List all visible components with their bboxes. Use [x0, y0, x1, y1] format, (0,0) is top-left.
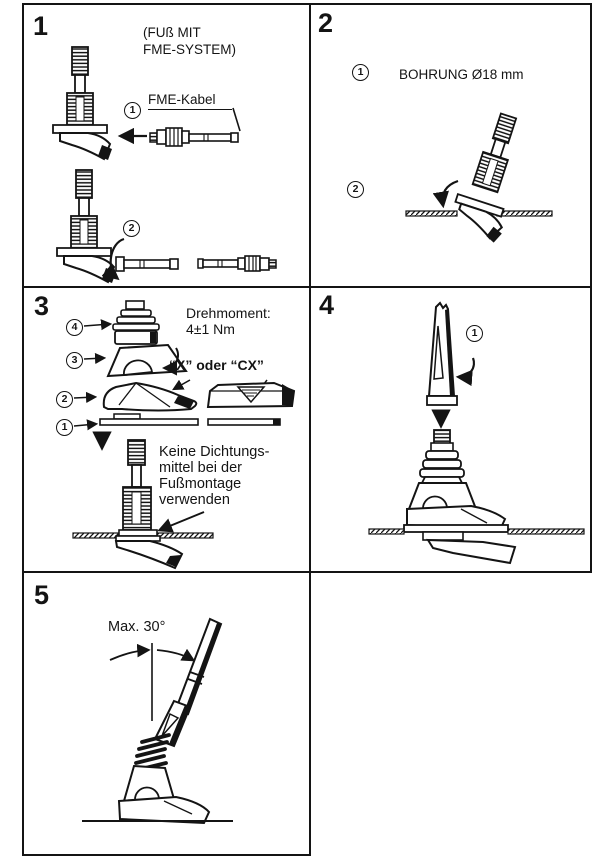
- antenna-base-on-ground: [119, 766, 209, 823]
- panel-4-illustration: [311, 288, 590, 571]
- panel-2-illustration: [311, 5, 590, 286]
- panel5-border-right: [309, 571, 311, 856]
- no-sealant-note-line2: mittel bei der: [159, 460, 243, 476]
- panel-5-max-tilt: [24, 573, 308, 854]
- panel-3-part-4-marker: 4: [66, 319, 83, 336]
- assembled-antenna-base: [369, 430, 584, 563]
- screw-rotation-arrow: [459, 358, 474, 377]
- panel-2-step-2-marker: 2: [347, 181, 364, 198]
- max-angle-label: Max. 30°: [108, 619, 166, 635]
- no-sealant-arrow: [160, 512, 204, 530]
- panel-1-cable-connection: [24, 5, 308, 286]
- panel-3-part-3-marker: 3: [66, 352, 83, 369]
- part-1-leader: [74, 424, 96, 426]
- panel-1-title-line2: FME-SYSTEM): [143, 42, 236, 57]
- variant-x-leader: [174, 380, 190, 389]
- panel-1-number: 1: [33, 11, 49, 41]
- panel-5-number: 5: [34, 580, 50, 610]
- torque-label-line2: 4±1 Nm: [186, 321, 235, 337]
- panel-5-illustration: [24, 573, 308, 854]
- loose-cable-end: [198, 256, 276, 271]
- part-4-leader: [84, 324, 110, 326]
- shroud-cx-version: [208, 383, 294, 407]
- panel-surface-right: [497, 211, 552, 216]
- panel-3-part-2-marker: 2: [56, 391, 73, 408]
- tilted-antenna: [155, 619, 221, 746]
- fme-cable-label: FME-Kabel: [148, 91, 232, 110]
- panel-1-title-line1: (FUß MIT: [143, 25, 201, 40]
- attached-cable: [116, 257, 178, 271]
- panel-2-drilling: [311, 5, 590, 286]
- panel-1-step-2-marker: 2: [123, 220, 140, 237]
- panel-4-number: 4: [319, 290, 335, 320]
- panel-1-step-1-marker: 1: [124, 102, 141, 119]
- antenna-base-bottom: [57, 170, 116, 283]
- no-sealant-note-line1: Keine Dichtungs-: [159, 444, 270, 460]
- angle-arc-right: [157, 650, 193, 660]
- flat-gasket: [100, 414, 280, 425]
- panel-3-part-1-marker: 1: [56, 419, 73, 436]
- antenna-base-top: [53, 47, 112, 160]
- tilted-antenna-base: [447, 109, 537, 245]
- panel-3-assembly-exploded: [24, 288, 308, 571]
- no-sealant-note-line3: Fußmontage: [159, 476, 242, 492]
- panel-2-number: 2: [318, 8, 334, 38]
- shroud-x-version: [104, 383, 197, 411]
- torque-label-line1: Drehmoment:: [186, 305, 271, 321]
- part-2-leader: [74, 397, 95, 398]
- part-3-leader: [84, 358, 104, 359]
- panel-3-number: 3: [34, 291, 50, 321]
- panel-surface-left: [406, 211, 457, 216]
- antenna-mast-section: [427, 303, 457, 405]
- bellows-gasket: [113, 301, 159, 344]
- no-sealant-note-line4: verwenden: [159, 492, 230, 508]
- drill-hole-label: BOHRUNG Ø18 mm: [399, 67, 524, 82]
- panel-4-mast-mounting: [311, 288, 590, 571]
- panel-4-step-1-marker: 1: [466, 325, 483, 342]
- panel-2-step-1-marker: 1: [352, 64, 369, 81]
- cable-label-leader-line: [233, 108, 240, 131]
- fme-cable-plug: [150, 128, 238, 146]
- angle-arc-left: [110, 650, 148, 660]
- variant-label: “X” oder “CX”: [169, 357, 264, 373]
